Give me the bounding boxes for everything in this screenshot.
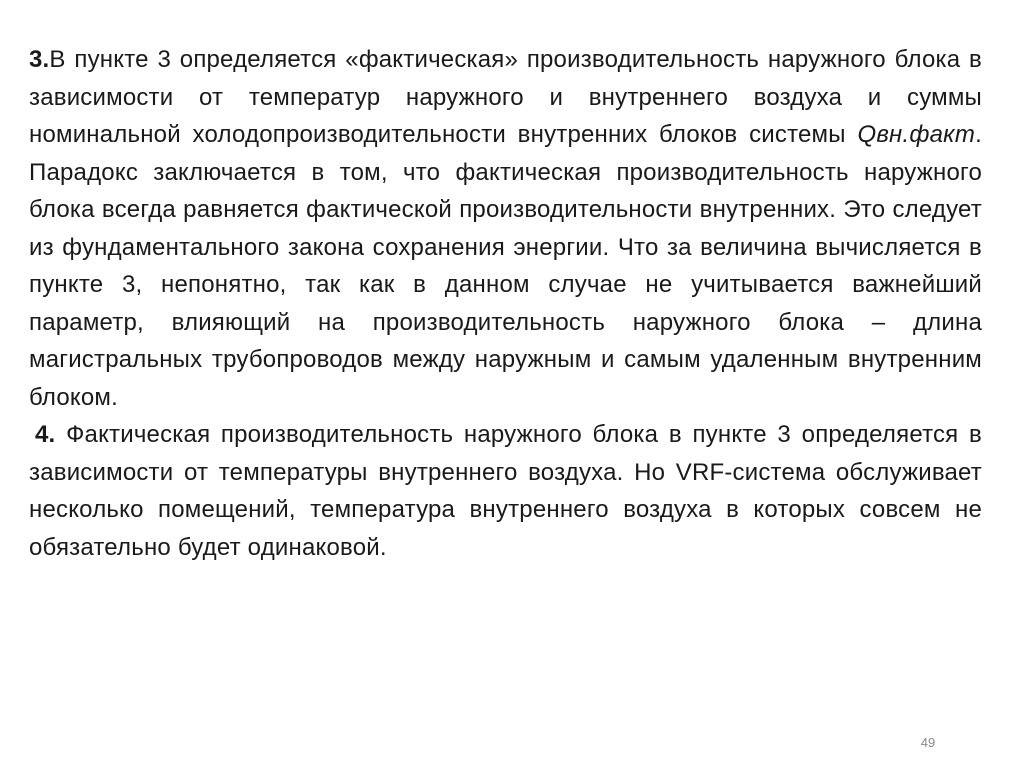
paragraph-number: 3. [29,46,50,73]
paragraph-number: 4. [35,421,56,448]
paragraph-text: Фактическая производительность наружного блока в пункте 3 определяется в зависимости от температуры внутреннего воздуха. Но VRF-система обслуживает несколько помещений, температура внутреннего воздуха в которых совсем не обязательно будет одинаковой. [29,421,982,561]
slide-body [29,41,982,566]
paragraph-4 [29,416,982,566]
paragraph-text: В пункте 3 определяется «фактическая» производительность наружного блока в зависимости от температур наружного и внутреннего воздуха и суммы номинальной холодопроизводительности внутренних блоков системы [29,46,982,148]
symbol-q-vn-fakt: Qвн.факт [857,121,976,148]
paragraph-text-continued: . Парадокс заключается в том, что фактическая производительность наружного блока всегда равняется фактической производительности внутренних. Это следует из фундаментального закона сохранения энергии. Что за величина вычисляется в пункте 3, непонятно, так как в данном случае не учитывается важнейший параметр, влияющий на производительность наружного блока – длина магистральных трубопроводов между наружным и самым удаленным внутренним блоком. [29,121,982,411]
page-number: 49 [920,735,936,750]
paragraph-3 [29,41,982,416]
